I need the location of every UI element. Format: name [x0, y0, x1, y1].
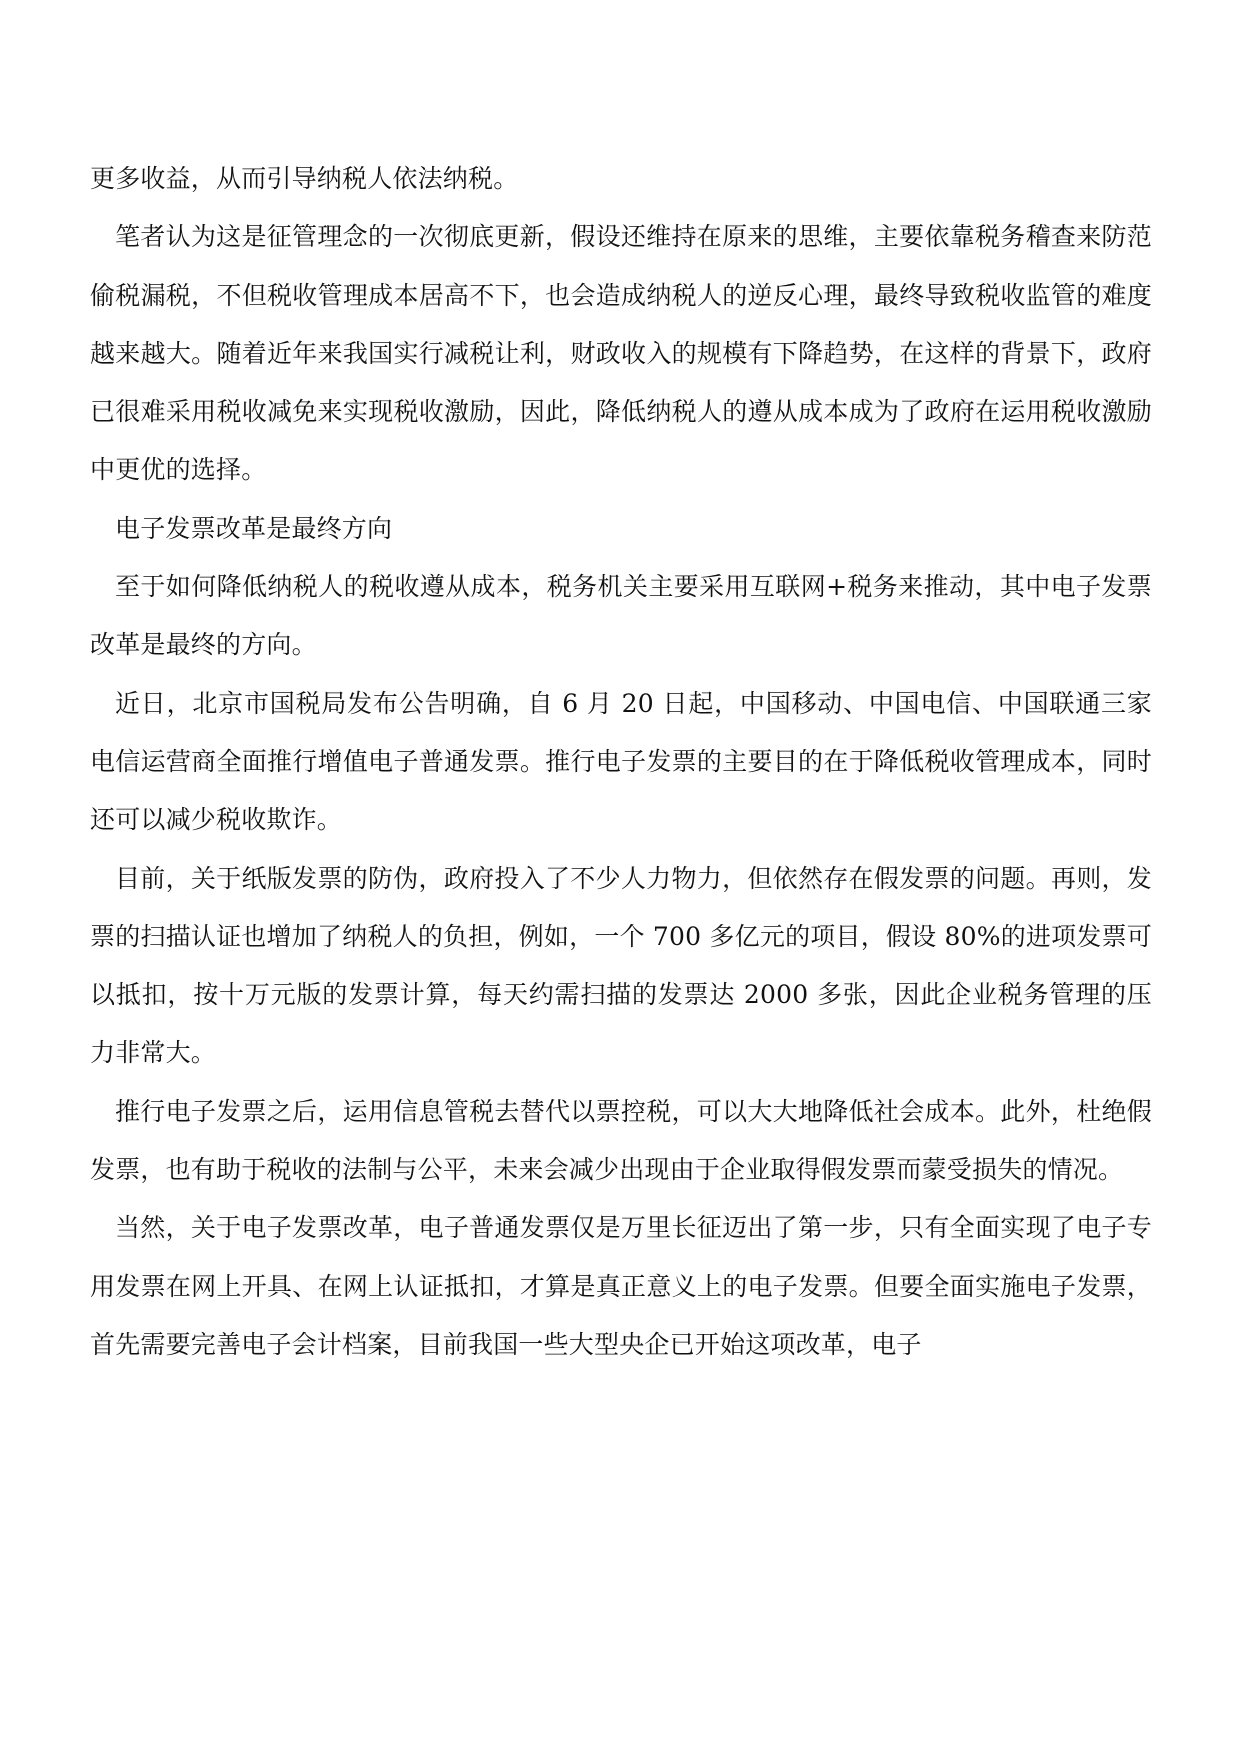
paragraph: 更多收益，从而引导纳税人依法纳税。 — [90, 164, 519, 193]
paragraph: 笔者认为这是征管理念的一次彻底更新，假设还维持在原来的思维，主要依靠税务稽查来防范偷税漏税，不但税收管理成本居高不下，也会造成纳税人的逆反心理，最终导致税收监管的难度越来越大。随着近年来我国实行减税让利，财政收入的规模有下降趋势，在这样的背景下，政府已很难采用税收减免来实现税收激励，因此，降低纳税人的遵从成本成为了政府在运用税收激励中更优的选择。 — [90, 222, 1152, 485]
paragraph: 近日，北京市国税局发布公告明确，自 6 月 20 日起，中国移动、中国电信、中国联通三家电信运营商全面推行增值电子普通发票。推行电子发票的主要目的在于降低税收管理成本，同时还可以减少税收欺诈。 — [90, 688, 1152, 835]
paragraph: 至于如何降低纳税人的税收遵从成本，税务机关主要采用互联网+税务来推动，其中电子发票改革是最终的方向。 — [90, 572, 1152, 660]
section-heading: 电子发票改革是最终方向 — [115, 513, 393, 543]
document-body — [90, 150, 1152, 1374]
paragraph: 推行电子发票之后，运用信息管税去替代以票控税，可以大大地降低社会成本。此外，杜绝假发票，也有助于税收的法制与公平，未来会减少出现由于企业取得假发票而蒙受损失的情况。 — [90, 1096, 1152, 1185]
paragraph: 当然，关于电子发票改革，电子普通发票仅是万里长征迈出了第一步，只有全面实现了电子专用发票在网上开具、在网上认证抵扣，才算是真正意义上的电子发票。但要全面实施电子发票，首先需要完善电子会计档案，目前我国一些大型央企已开始这项改革，电子 — [90, 1213, 1152, 1359]
paragraph: 目前，关于纸版发票的防伪，政府投入了不少人力物力，但依然存在假发票的问题。再则，发票的扫描认证也增加了纳税人的负担，例如，一个 700 多亿元的项目，假设 80%的进项发票可以抵扣，按十万元版的发票计算，每天约需扫描的发票达 2000 多张，因此企业税务管理的压力非常大。 — [90, 863, 1152, 1068]
